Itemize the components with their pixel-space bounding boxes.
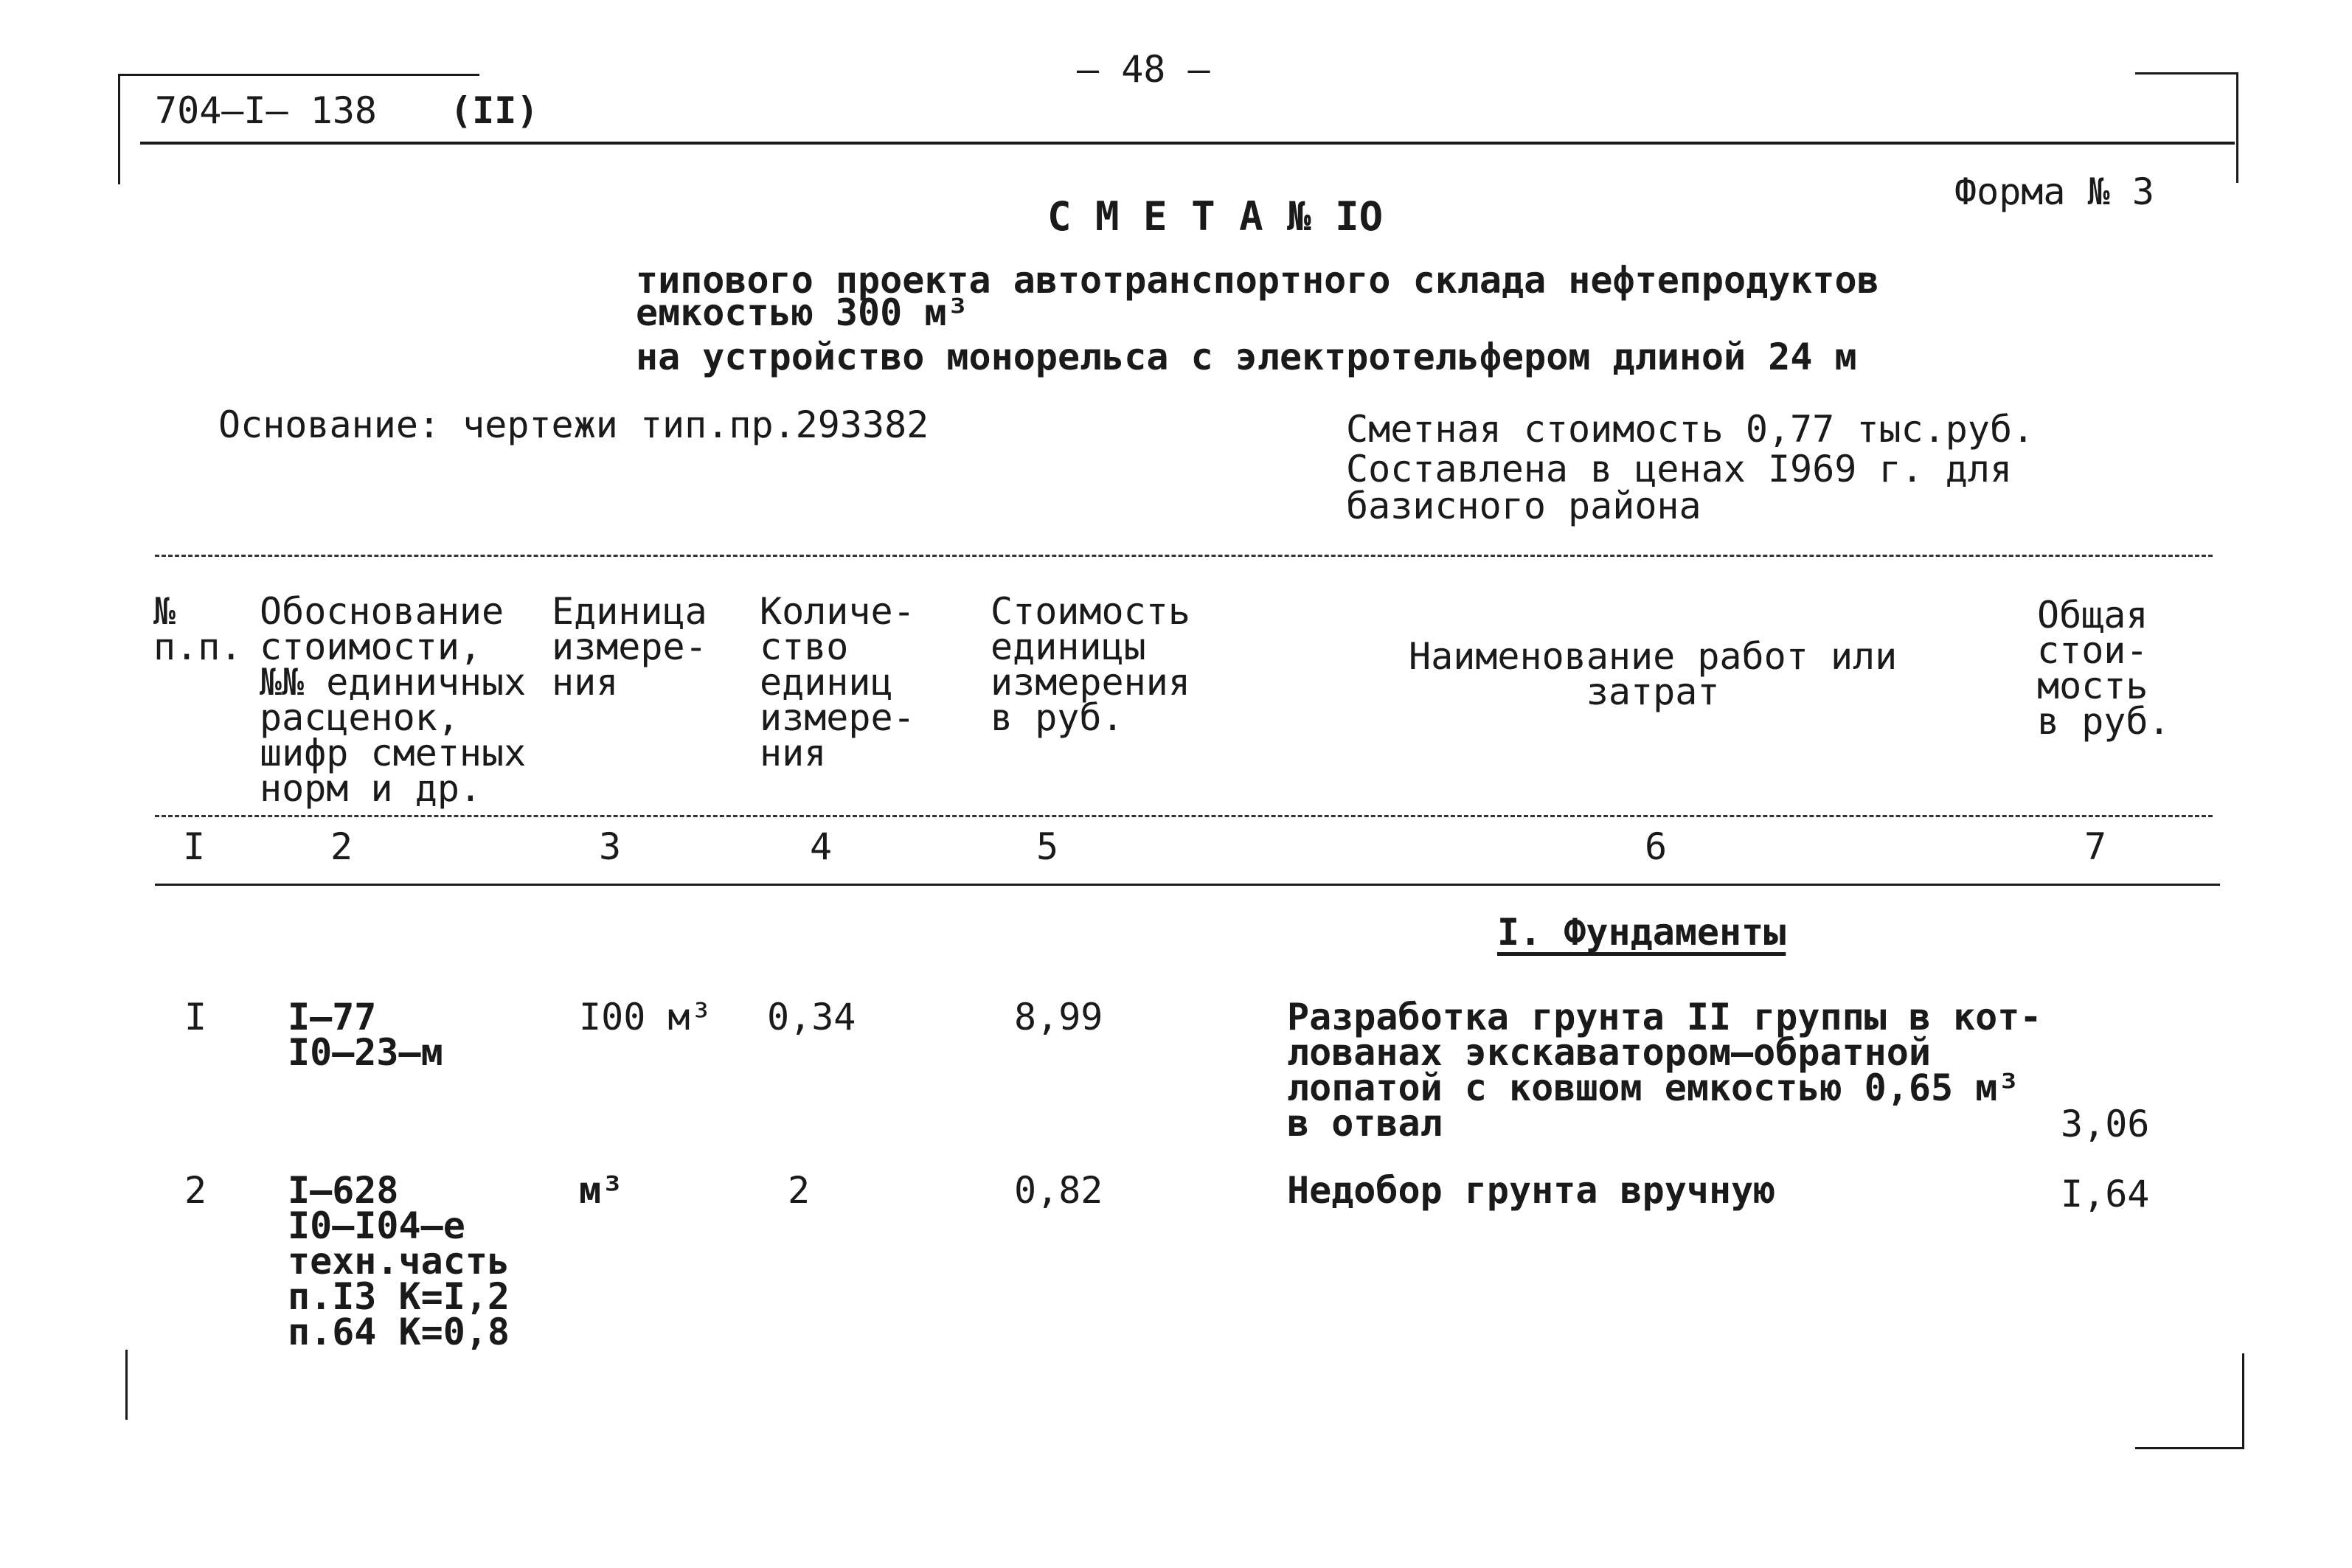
col-header-2: Обоснование стоимости, №№ единичных расценок, шифр сметных норм и др.: [260, 590, 527, 810]
subtitle-line-3: на устройство монорельса с электротельфером длиной 24 м: [636, 336, 1857, 378]
row-2-unit: м³: [579, 1169, 624, 1212]
row-1-total: 3,06: [2061, 1103, 2150, 1145]
col-num-6: 6: [1645, 825, 1668, 868]
row-1-number: I: [184, 996, 207, 1038]
col-header-4: Количе- ство единиц измере- ния: [760, 590, 915, 774]
row-2-basis: I–628 I0–I04–е техн.часть п.I3 К=I,2 п.64 К=0,8: [288, 1169, 510, 1353]
col-num-3: 3: [599, 825, 622, 868]
table-numbers-rule: [155, 884, 2220, 886]
row-1-basis: I–77 I0–23–м: [288, 996, 443, 1074]
row-2-number: 2: [184, 1169, 207, 1212]
frame-top-left: [118, 74, 479, 76]
row-1-unit: I00 м³: [579, 996, 712, 1038]
row-2-total: I,64: [2061, 1173, 2150, 1215]
row-1-name: Разработка грунта II группы в кот- лованах экскаватором–обратной лопатой с ковшом емкостью 0,65 м³ в отвал: [1287, 996, 2042, 1145]
row-1-unit-price: 8,99: [1014, 996, 1103, 1038]
form-label: Форма № 3: [1954, 170, 2154, 213]
table-header-rule: [155, 815, 2213, 817]
subtitle-line-1: типового проекта автотранспортного склада нефтепродуктов: [636, 259, 1879, 302]
basis-line: Основание: чертежи тип.пр.293382: [218, 403, 929, 446]
col-num-7: 7: [2084, 825, 2107, 868]
col-header-3: Единица измере- ния: [552, 590, 707, 704]
row-2-quantity: 2: [788, 1169, 811, 1212]
col-num-1: I: [183, 825, 206, 868]
table-top-rule: [155, 555, 2213, 557]
col-header-1: № п.п.: [153, 590, 243, 668]
frame-right-bottom: [2242, 1353, 2244, 1449]
page-number: — 48 —: [1077, 48, 1210, 91]
document-title: С М Е Т А № IO: [1047, 193, 1384, 240]
col-num-5: 5: [1036, 825, 1059, 868]
frame-bottom-right: [2135, 1447, 2244, 1449]
col-num-2: 2: [330, 825, 353, 868]
header-rule: [140, 142, 2235, 145]
section-title: [1497, 911, 1786, 954]
frame-left-top: [118, 74, 120, 184]
row-2-name: Недобор грунта вручную: [1287, 1169, 1776, 1212]
col-header-6: Наименование работ или затрат: [1409, 635, 1898, 713]
row-1-quantity: 0,34: [767, 996, 856, 1038]
cost-line-3: базисного района: [1346, 485, 1701, 527]
section-title-text: I. Фундаменты: [1497, 911, 1786, 954]
frame-right-top: [2236, 72, 2238, 183]
row-2-unit-price: 0,82: [1014, 1169, 1103, 1212]
frame-top-right: [2135, 72, 2238, 74]
cost-line-1: Сметная стоимость 0,77 тыс.руб.: [1346, 408, 2035, 451]
frame-left-bottom: [125, 1350, 128, 1420]
subtitle-line-2: емкостью 300 м³: [636, 291, 969, 334]
doc-part: (II): [450, 89, 539, 132]
cost-line-2: Составлена в ценах I969 г. для: [1346, 448, 2013, 490]
col-header-5: Стоимость единицы измерения в руб.: [991, 590, 1190, 739]
col-header-7: Общая стои- мость в руб.: [2037, 594, 2171, 743]
doc-code: 704–I– 138: [155, 89, 378, 132]
col-num-4: 4: [810, 825, 833, 868]
